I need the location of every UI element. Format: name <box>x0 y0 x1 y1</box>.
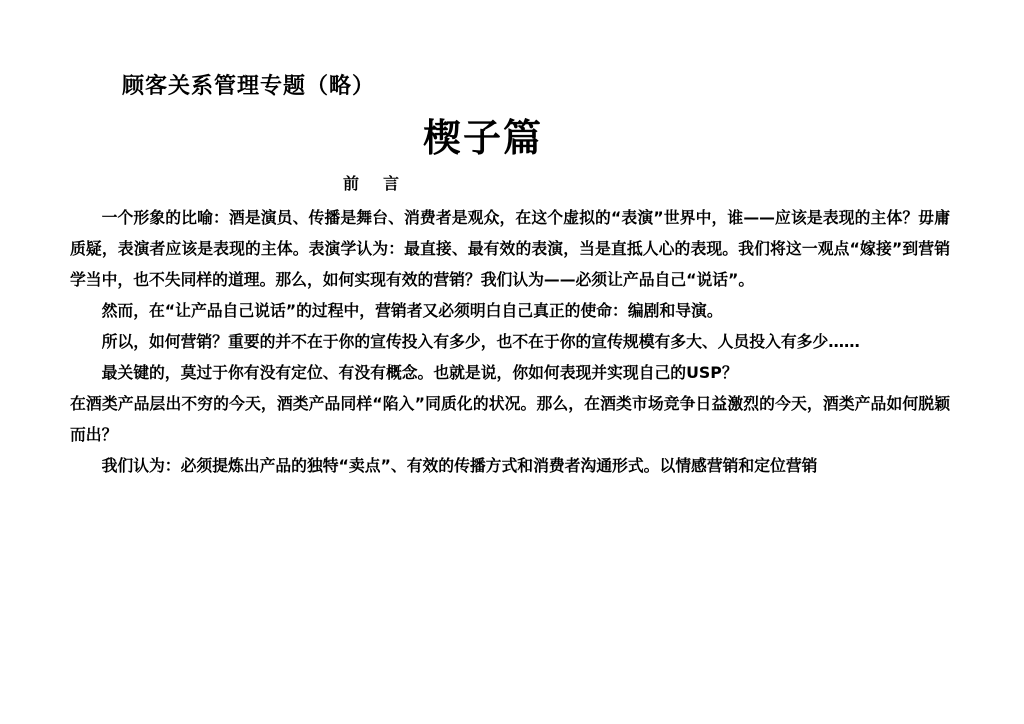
paragraph-mission: 然而，在“让产品自己说话”的过程中，营销者又必须明白自己真正的使命：编剧和导演。 <box>101 301 723 320</box>
chapter-title: 楔子篇 <box>422 116 543 160</box>
paragraph-homogenization: 在酒类产品层出不穷的今天，酒类产品同样“陷入”同质化的状况。那么，在酒类市场竞争日益激烈的今天，酒类产品如何脱颖而出？ <box>70 394 950 444</box>
topic-title: 顾客关系管理专题（略） <box>122 74 376 99</box>
preface-heading: 前言 <box>343 174 424 193</box>
paragraph-usp: 最关键的，莫过于你有没有定位、有没有概念。也就是说，你如何表现并实现自己的USP？ <box>101 363 738 382</box>
paragraph-metaphor: 一个形象的比喻：酒是演员、传播是舞台、消费者是观众，在这个虚拟的“表演”世界中，谁——应该是表现的主体？毋庸质疑，表演者应该是表现的主体。表演学认为：最直接、最有效的表演，当是直抵人心的表现。我们将这一观点“嫁接”到营销学当中，也不失同样的道理。那么，如何实现有效的营销？我们认为——必须让产品自己“说话”。 <box>70 208 950 289</box>
document-body <box>70 202 950 481</box>
paragraph-selling-point: 我们认为：必须提炼出产品的独特“卖点”、有效的传播方式和消费者沟通形式。以情感营销和定位营销 <box>101 456 818 475</box>
paragraph-how-to-market: 所以，如何营销？重要的并不在于你的宣传投入有多少，也不在于你的宣传规模有多大、人员投入有多少…… <box>101 332 860 351</box>
